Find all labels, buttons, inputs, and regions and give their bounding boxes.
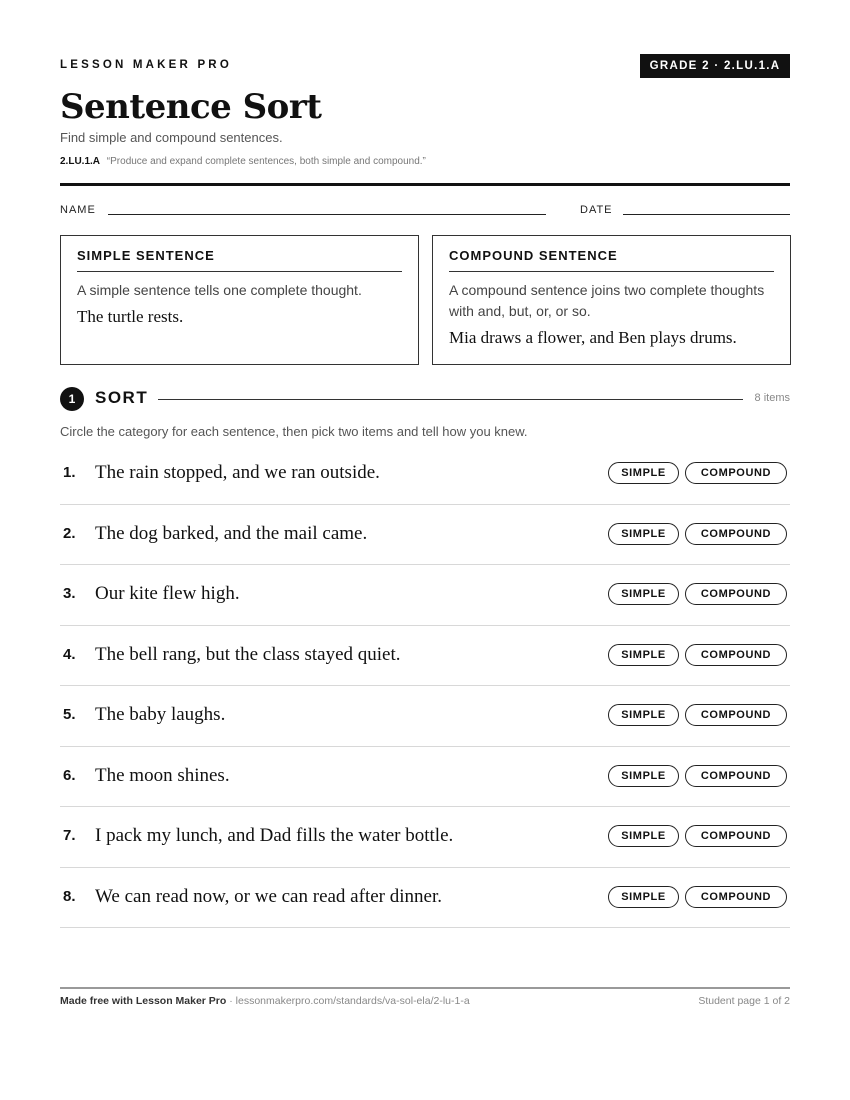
compound-choice-button[interactable]: COMPOUND bbox=[685, 704, 787, 726]
compound-choice-button[interactable]: COMPOUND bbox=[685, 583, 787, 605]
standard-text: “Produce and expand complete sentences, both simple and compound.” bbox=[106, 156, 426, 167]
standard-reference bbox=[60, 156, 426, 167]
header-divider bbox=[60, 183, 790, 186]
list-item bbox=[60, 505, 790, 566]
simple-choice-button[interactable]: SIMPLE bbox=[608, 886, 679, 908]
definition-example: The turtle rests. bbox=[77, 307, 184, 326]
definition-title: SIMPLE SENTENCE bbox=[77, 248, 402, 272]
compound-choice-button[interactable]: COMPOUND bbox=[685, 462, 787, 484]
simple-choice-button[interactable]: SIMPLE bbox=[608, 462, 679, 484]
category-choices bbox=[608, 704, 787, 726]
list-item bbox=[60, 565, 790, 626]
item-number: 2. bbox=[63, 524, 76, 542]
item-sentence: The bell rang, but the class stayed quiet. bbox=[95, 643, 401, 665]
item-number: 6. bbox=[63, 766, 76, 784]
section-instructions: Circle the category for each sentence, then pick two items and tell how you knew. bbox=[60, 424, 528, 439]
item-number: 1. bbox=[63, 464, 76, 481]
simple-sentence-definition bbox=[60, 235, 419, 365]
page-title: Sentence Sort bbox=[60, 87, 322, 127]
item-sentence: The rain stopped, and we ran outside. bbox=[95, 462, 380, 483]
definition-example: Mia draws a flower, and Ben plays drums. bbox=[449, 328, 737, 347]
compound-choice-button[interactable]: COMPOUND bbox=[685, 765, 787, 787]
item-number: 4. bbox=[63, 645, 76, 663]
footer-credit bbox=[60, 995, 470, 1007]
item-count: 8 items bbox=[754, 392, 790, 404]
date-label: DATE bbox=[580, 204, 613, 216]
footer-page-number: Student page 1 of 2 bbox=[698, 995, 790, 1007]
footer-divider bbox=[60, 987, 790, 989]
category-choices bbox=[608, 462, 787, 484]
item-number: 8. bbox=[63, 887, 76, 905]
category-choices bbox=[608, 886, 787, 908]
item-sentence: The dog barked, and the mail came. bbox=[95, 522, 368, 544]
item-sentence: Our kite flew high. bbox=[95, 583, 240, 604]
category-choices bbox=[608, 825, 787, 847]
list-item bbox=[60, 686, 790, 747]
list-item bbox=[60, 807, 790, 868]
simple-choice-button[interactable]: SIMPLE bbox=[608, 523, 679, 545]
category-choices bbox=[608, 583, 787, 605]
simple-choice-button[interactable]: SIMPLE bbox=[608, 704, 679, 726]
simple-choice-button[interactable]: SIMPLE bbox=[608, 583, 679, 605]
standard-code: 2.LU.1.A bbox=[60, 156, 101, 167]
list-item bbox=[60, 626, 790, 687]
name-field[interactable] bbox=[108, 214, 546, 215]
compound-sentence-definition bbox=[432, 235, 791, 365]
category-choices bbox=[608, 765, 787, 787]
item-sentence: I pack my lunch, and Dad fills the water bottle. bbox=[95, 825, 454, 846]
item-number: 5. bbox=[63, 706, 76, 723]
list-item bbox=[60, 868, 790, 929]
compound-choice-button[interactable]: COMPOUND bbox=[685, 523, 787, 545]
page-subtitle: Find simple and compound sentences. bbox=[60, 130, 283, 145]
definition-text: A compound sentence joins two complete thoughts with and, but, or, or so. bbox=[449, 282, 765, 319]
category-choices bbox=[608, 644, 787, 666]
item-sentence: We can read now, or we can read after dinner. bbox=[95, 885, 442, 907]
footer-separator: · bbox=[226, 995, 236, 1007]
brand-name: LESSON MAKER PRO bbox=[60, 59, 232, 71]
sentence-list bbox=[60, 444, 790, 928]
footer-url[interactable]: lessonmakerpro.com/standards/va-sol-ela/2-lu-1-a bbox=[235, 995, 470, 1007]
name-label: NAME bbox=[60, 204, 96, 216]
section-divider bbox=[158, 399, 743, 400]
item-number: 3. bbox=[63, 585, 76, 602]
footer-made-with: Made free with Lesson Maker Pro bbox=[60, 995, 227, 1007]
grade-badge: GRADE 2 · 2.LU.1.A bbox=[640, 54, 790, 78]
section-number-badge: 1 bbox=[60, 387, 84, 411]
compound-choice-button[interactable]: COMPOUND bbox=[685, 886, 787, 908]
item-sentence: The moon shines. bbox=[95, 764, 230, 786]
definition-title: COMPOUND SENTENCE bbox=[449, 248, 774, 272]
date-field[interactable] bbox=[623, 214, 790, 215]
category-choices bbox=[608, 523, 787, 545]
simple-choice-button[interactable]: SIMPLE bbox=[608, 825, 679, 847]
list-item bbox=[60, 747, 790, 808]
list-item bbox=[60, 444, 790, 505]
simple-choice-button[interactable]: SIMPLE bbox=[608, 765, 679, 787]
item-sentence: The baby laughs. bbox=[95, 704, 226, 725]
item-number: 7. bbox=[63, 827, 76, 844]
definition-text: A simple sentence tells one complete thought. bbox=[77, 282, 362, 298]
compound-choice-button[interactable]: COMPOUND bbox=[685, 644, 787, 666]
section-title: SORT bbox=[95, 388, 149, 407]
compound-choice-button[interactable]: COMPOUND bbox=[685, 825, 787, 847]
simple-choice-button[interactable]: SIMPLE bbox=[608, 644, 679, 666]
